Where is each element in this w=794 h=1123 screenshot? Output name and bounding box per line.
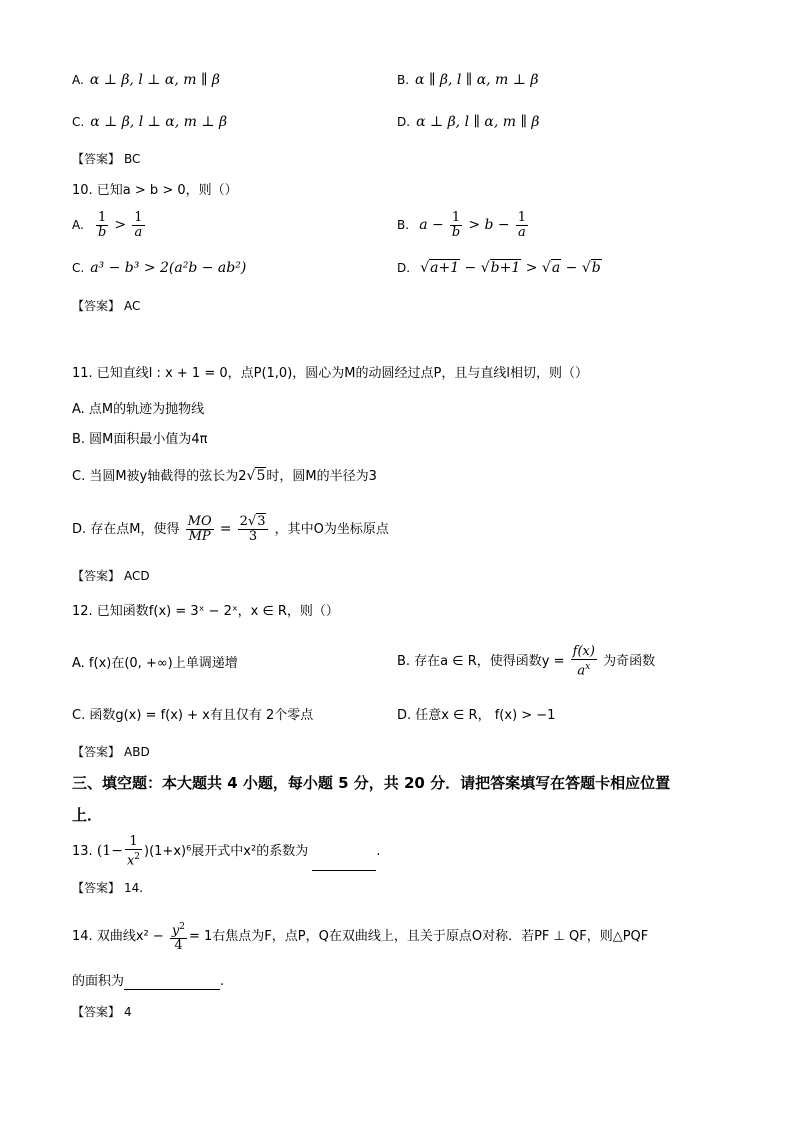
- answer-blank[interactable]: [124, 989, 220, 990]
- fraction-fx-over-a-power-x: $\frac{f(x)}{a^x}$: [572, 643, 595, 679]
- q10-answer: 【答案】 AC: [72, 299, 141, 313]
- fraction-1-over-a: $\frac{1}{a}$: [134, 210, 143, 240]
- fraction-y-squared-over-4: $\frac{y^2}{4}$: [171, 921, 185, 954]
- q12-option-a: A. f(x)在(0, +∞)上单调递增: [72, 656, 238, 671]
- q12-option-d: D. 任意x ∈ R， f(x) > −1: [397, 708, 556, 723]
- q12-option-b: B. 存在a ∈ R，使得函数y = $\frac{f(x)}{a^x}$ 为奇函数: [397, 643, 656, 679]
- q14-answer: 【答案】 4: [72, 1005, 132, 1019]
- q11-option-b: B. 圆M面积最小值为4π: [72, 432, 208, 447]
- q9-option-a: A. α ⊥ β, l ⊥ α, m ∥ β: [72, 72, 220, 88]
- q12-stem: 12. 已知函数f(x) = 3ˣ − 2ˣ，x ∈ R，则（）: [72, 604, 339, 619]
- q12-answer: 【答案】 ABD: [72, 745, 150, 759]
- q10-stem: 10. 已知a > b > 0，则（）: [72, 183, 238, 198]
- section-heading: 三、填空题：本大题共 4 小题，每小题 5 分，共 20 分．请把答案填写在答题卡相应位置: [72, 774, 671, 792]
- fraction-mo-over-mp: $\frac{MO}{MP}$: [187, 514, 212, 544]
- q9-option-c: C. α ⊥ β, l ⊥ α, m ⊥ β: [72, 114, 228, 130]
- q10-option-b: B. a − $\frac{1}{b}$ > b − $\frac{1}{a}$: [397, 210, 527, 240]
- q11-option-d: D. 存在点M，使得 $\frac{MO}{MP}$ = $\frac{2√3}{3}$ ，其中O为坐标原点: [72, 514, 389, 544]
- fraction-1-over-b: $\frac{1}{b}$: [451, 210, 461, 240]
- q11-answer: 【答案】 ACD: [72, 569, 150, 583]
- q9-answer: 【答案】 BC: [72, 152, 141, 166]
- q10-option-c: C. a³ − b³ > 2(a²b − ab²): [72, 260, 247, 276]
- q11-stem: 11. 已知直线l : x + 1 = 0，点P(1,0)，圆心为M的动圆经过点P，且与直线l相切，则（）: [72, 366, 588, 381]
- fraction-2sqrt3-over-3: $\frac{2√3}{3}$: [238, 515, 269, 544]
- q10-option-a: A. $\frac{1}{b}$ > $\frac{1}{a}$: [72, 210, 143, 240]
- q9-option-b: B. α ∥ β, l ∥ α, m ⊥ β: [397, 72, 539, 88]
- q11-option-c: C. 当圆M被y轴截得的弦长为2√5时，圆M的半径为3: [72, 468, 377, 484]
- q13-answer: 【答案】 14.: [72, 881, 144, 895]
- q14-stem: 14. 双曲线x² − $\frac{y^2}{4}$ = 1右焦点为F，点P，Q在双曲线上，且关于原点O对称．若PF ⊥ QF，则△PQF: [72, 921, 649, 954]
- fraction-1-over-b: $\frac{1}{b}$: [97, 210, 107, 240]
- q9-option-d: D. α ⊥ β, l ∥ α, m ∥ β: [397, 114, 540, 130]
- q11-option-a: A. 点M的轨迹为抛物线: [72, 402, 205, 417]
- answer-blank[interactable]: [312, 870, 376, 871]
- q12-option-c: C. 函数g(x) = f(x) + x有且仅有 2个零点: [72, 708, 314, 723]
- fraction-1-over-x-squared: $\frac{1}{x^2}$: [126, 833, 141, 869]
- q14-stem-line2: 的面积为 .: [72, 974, 225, 989]
- q13-stem: 13. (1− $\frac{1}{x^2}$ )(1+x)⁶展开式中x²的系数为 .: [72, 832, 381, 871]
- q10-option-d: D. √a+1 − √b+1 > √a − √b: [397, 260, 601, 276]
- fraction-1-over-a: $\frac{1}{a}$: [517, 210, 527, 240]
- section-heading-continued: 上．: [72, 806, 103, 824]
